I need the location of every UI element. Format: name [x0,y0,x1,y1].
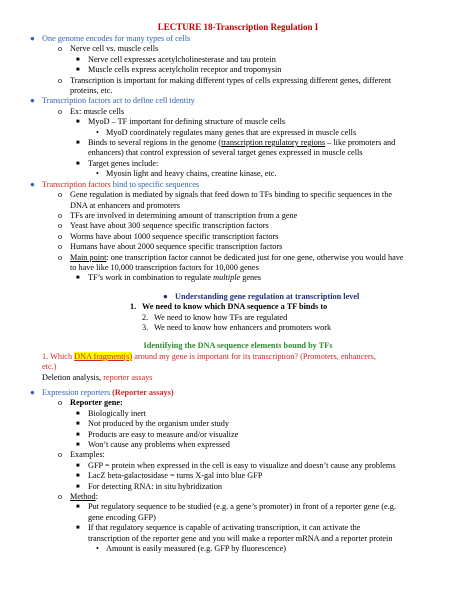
numbered-item-2 [30,313,446,323]
square-bullet-icon: ■ [76,431,80,438]
square-bullet-icon: ■ [76,140,80,147]
text-humans: Humans have about 2000 sequence specific transcription factors [70,242,283,252]
text-like-promoters: – like promoters and [325,138,396,148]
text-tfs-combination: TF’s work in combination to regulate [88,273,214,283]
square-bullet-icon: ■ [76,275,80,282]
sub-main-point [30,253,446,263]
item-biologically-inert [30,409,446,419]
text-yeast: Yeast have about 300 sequence specific transcription factors [70,221,269,231]
text-around-my-gene: around my gene is important for its transcription? (Promoters, enhancers, [132,351,376,361]
square-bullet-icon: ■ [76,504,80,511]
circle-bullet-icon: o [58,75,63,85]
item-put-regulatory-cont [30,513,446,523]
item-binds-regions-cont [30,148,446,158]
bullet-tf-identity [30,96,446,106]
text-transcription-important: Transcription is important for making different types of cells expressing different genes, different [70,75,392,85]
disc-bullet-icon: ● [30,179,35,189]
text-examples: Examples: [70,450,105,460]
sub-tfs-involved [30,211,446,221]
text-nerve-vs-muscle: Nerve cell vs. muscle cells [70,44,159,54]
heading-expression-reporters: Expression reporters [42,388,113,397]
text-multiple: multiple [213,273,241,283]
lecture-title: LECTURE 18-Transcription Regulation I [157,22,319,32]
square-bullet-icon: ■ [76,56,80,63]
item-binds-regions [30,138,446,148]
text-ex-muscle: Ex: muscle cells [70,106,125,116]
sub-reporter-gene [30,398,446,408]
circle-bullet-icon: o [58,44,63,54]
item-if-regulatory-cont [30,534,446,544]
item-target-genes [30,159,446,169]
text-gfp: GFP = protein when expressed in the cell is easy to visualize and doesn’t cause any problems [88,460,396,470]
square-bullet-icon: ■ [76,462,80,469]
number-1: 1. [130,302,137,312]
text-method: Method [70,492,96,502]
item-amount-measured [30,544,446,554]
heading-understanding: Understanding gene regulation at transcription level [175,291,360,301]
circle-bullet-icon: o [58,242,63,252]
text-dna-enhancers: DNA at enhancers and promoters [70,200,180,210]
item-put-regulatory [30,502,446,512]
heading-genome: One genome encodes for many types of cells [42,34,191,43]
numbered-item-1 [30,302,446,312]
item-muscle-cell [30,65,446,75]
sub-humans [30,242,446,252]
text-main-point-cont: to have like 10,000 transcription factors for 10,000 genes [70,262,259,272]
text-tfs-involved: TFs are involved in determining amount of transcription from a gene [70,210,298,220]
text-binds-regions: Binds to several regions in the genome ( [88,138,222,148]
item-if-regulatory [30,523,446,533]
square-bullet-icon: ■ [76,410,80,417]
text-not-produced: Not produced by the organism under study [88,419,229,429]
dot-bullet-icon: • [96,544,99,554]
text-main-point-label: Main point [70,252,107,262]
circle-bullet-icon: o [58,190,63,200]
text-no-problems: Won’t cause any problems when expressed [88,440,230,450]
circle-bullet-icon: o [58,221,63,231]
item-rna [30,482,446,492]
text-amount-measured: Amount is easily measured (e.g. GFP by fluorescence) [106,544,287,554]
text-which: 1. Which [42,351,75,361]
text-reporter-gene: Reporter gene: [70,398,123,408]
square-bullet-icon: ■ [76,442,80,449]
item-myod [30,117,446,127]
text-put-regulatory: Put regulatory sequence to be studied (e.g. a gene’s promoter) in front of a reporter gene (e.g. [88,502,396,512]
sub-nerve-vs-muscle [30,44,446,54]
sub-transcription-important-cont [30,86,446,96]
bullet-tf-bind [30,180,446,190]
text-etc: etc.) [42,362,57,372]
sub-worms [30,232,446,242]
item-no-problems [30,440,446,450]
question-dna-fragment-cont [30,362,446,372]
heading-bind-specific: bind to specific sequences [110,179,200,189]
deletion-analysis-line [30,373,446,383]
text-reporter-assays: reporter assays [103,372,153,382]
text-rna: For detecting RNA: in situ hybridization [88,481,223,491]
number-3: 3. [142,322,149,332]
text-if-regulatory: If that regulatory sequence is capable of activating transcription, it can activate the [88,523,361,533]
sub-method [30,492,446,502]
text-myosin: Myosin light and heavy chains, creatine kinase, etc. [106,169,277,179]
square-bullet-icon: ■ [76,525,80,532]
sub-main-point-cont [30,263,446,273]
disc-bullet-icon: ● [30,34,35,43]
circle-bullet-icon: o [58,492,63,502]
number-2: 2. [142,312,149,322]
disc-bullet-icon: ● [30,388,35,397]
circle-bullet-icon: o [58,252,63,262]
heading-tf: Transcription factors [42,179,111,189]
square-bullet-icon: ■ [76,483,80,490]
heading-tf-identity: Transcription factors act to define cell identity [42,96,195,106]
text-nerve-cell: Nerve cell expresses acetylcholinesterase and tau protein [88,54,276,64]
text-dna-sequence-tf: We need to know which DNA sequence a TF binds to [142,302,328,312]
circle-bullet-icon: o [58,210,63,220]
text-muscle-cell: Muscle cells express acetylcholin receptor and tropomysin [88,65,282,75]
text-target-genes: Target genes include: [88,158,159,168]
text-gene-regulation: Gene regulation is mediated by signals that feed down to TFs binding to specific sequences in the [70,190,392,200]
circle-bullet-icon: o [58,106,63,116]
text-easy-measure: Products are easy to measure and/or visualize [88,429,239,439]
bullet-expression-reporters [30,388,446,398]
text-proteins-etc: proteins, etc. [70,86,113,96]
heading-identifying: Identifying the DNA sequence elements bound by TFs [143,341,333,351]
dot-bullet-icon: • [96,169,99,179]
item-tfs-combination [30,273,446,283]
square-bullet-icon: ■ [76,67,80,74]
sub-gene-regulation [30,190,446,200]
text-main-point: : one transcription factor cannot be dedicated just for one gene, otherwise you would have [106,252,404,262]
disc-bullet-icon: ● [163,291,168,301]
item-nerve-cell [30,55,446,65]
item-myosin [30,169,446,179]
text-worms: Worms have about 1000 sequence specific transcription factors [70,231,279,241]
item-lacz [30,471,446,481]
sub-ex-muscle [30,107,446,117]
text-reporter-mrna: transcription of the reporter gene and you will make a reporter mRNA and a reporter protein [88,533,393,543]
heading-reporter-assays: (Reporter assays) [112,388,174,397]
text-biologically-inert: Biologically inert [88,408,146,418]
text-myod: MyoD – TF important for defining structure of muscle cells [88,117,286,127]
sub-examples [30,450,446,460]
sub-gene-regulation-cont [30,201,446,211]
text-gene-encoding-gfp: gene encoding GFP) [88,512,156,522]
item-not-produced [30,419,446,429]
text-enhancers-control: enhancers) that control expression of several target genes expressed in muscle cells [88,148,363,158]
square-bullet-icon: ■ [76,421,80,428]
circle-bullet-icon: o [58,231,63,241]
dot-bullet-icon: • [96,127,99,137]
square-bullet-icon: ■ [76,160,80,167]
text-transcription-regulatory-regions: transcription regulatory regions [221,138,326,148]
square-bullet-icon: ■ [76,473,80,480]
text-method-colon: : [95,492,98,502]
question-dna-fragment [30,352,446,362]
item-myod-coordinates [30,128,446,138]
text-myod-coordinates: MyoD coordinately regulates many genes that are expressed in muscle cells [106,127,357,137]
text-deletion-analysis: Deletion analysis, [42,372,104,382]
sub-transcription-important [30,76,446,86]
text-dna-fragments-highlight: DNA fragment(s) [74,351,133,361]
bullet-genome [30,34,446,44]
sub-yeast [30,221,446,231]
text-tfs-regulated: We need to know how TFs are regulated [154,312,288,322]
bullet-understanding [30,292,446,302]
text-enhancers-promoters-work: We need to know how enhancers and promoters work [154,322,332,332]
text-genes: genes [240,273,262,283]
item-gfp [30,461,446,471]
numbered-item-3 [30,323,446,333]
item-easy-measure [30,430,446,440]
circle-bullet-icon: o [58,398,63,408]
text-lacz: LacZ beta-galactosidase = turns X-gal into blue GFP [88,471,263,481]
disc-bullet-icon: ● [30,96,35,106]
circle-bullet-icon: o [58,450,63,460]
square-bullet-icon: ■ [76,119,80,126]
